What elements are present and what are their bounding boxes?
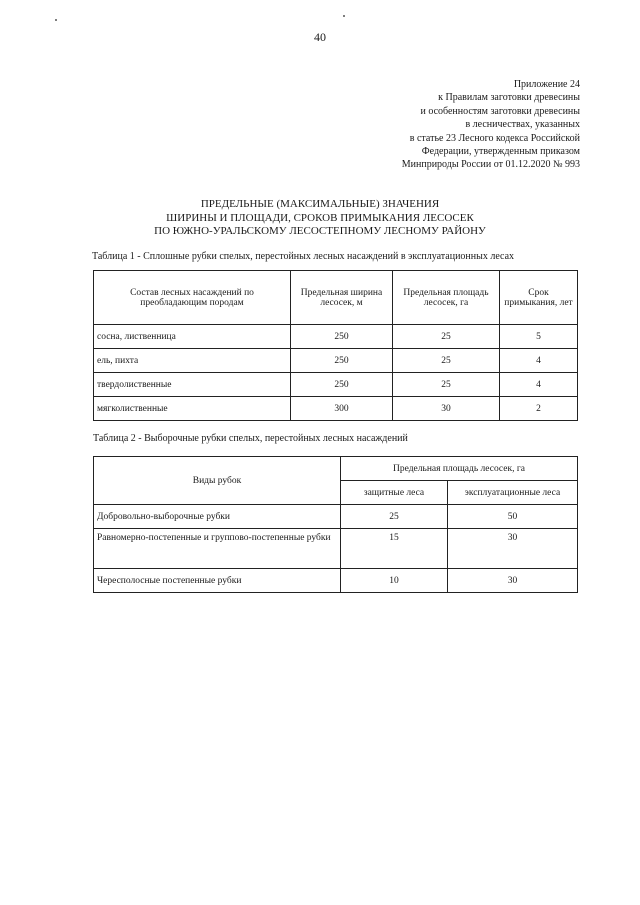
appendix-line: в лесничествах, указанных	[465, 119, 580, 131]
table-row	[94, 505, 578, 529]
table2-cell: 30	[448, 569, 578, 593]
table2-cell: 25	[341, 505, 448, 529]
table1-header-term: Срок примыкания, лет	[500, 271, 578, 325]
scan-speck	[55, 19, 57, 21]
table1-cell: 25	[393, 325, 500, 349]
table1-cell: 25	[393, 349, 500, 373]
table2-cell: Равномерно-постепенные и группово-постепенные рубки	[94, 529, 341, 569]
table1-cell: 25	[393, 373, 500, 397]
table-row	[94, 373, 578, 397]
table2-header-kind: Виды рубок	[94, 457, 341, 505]
table1-cell: 250	[291, 325, 393, 349]
title-line: ШИРИНЫ И ПЛОЩАДИ, СРОКОВ ПРИМЫКАНИЯ ЛЕСОСЕК	[166, 211, 474, 224]
table-row	[94, 349, 578, 373]
table-row	[94, 529, 578, 569]
table-row	[94, 569, 578, 593]
table1-cell: мягколиственные	[94, 397, 291, 421]
table2-caption: Таблица 2 - Выборочные рубки спелых, перестойных лесных насаждений	[93, 433, 408, 444]
scan-speck	[343, 15, 345, 17]
table2-header-exploitation: эксплуатационные леса	[448, 481, 578, 505]
table2-cell: 10	[341, 569, 448, 593]
table-2	[93, 456, 578, 593]
table2-header-protective: защитные леса	[341, 481, 448, 505]
table1-header-composition: Состав лесных насаждений по преобладающим породам	[94, 271, 291, 325]
table-row	[94, 325, 578, 349]
table2-cell: 30	[448, 529, 578, 569]
appendix-line: и особенностям заготовки древесины	[420, 105, 580, 117]
table1-cell: 30	[393, 397, 500, 421]
table1-cell: 300	[291, 397, 393, 421]
table1-cell: сосна, лиственница	[94, 325, 291, 349]
table2-cell: Добровольно-выборочные рубки	[94, 505, 341, 529]
appendix-note	[280, 78, 580, 172]
document-title	[0, 198, 640, 239]
table2-header-area: Предельная площадь лесосек, га	[341, 457, 578, 481]
table1-cell: 5	[500, 325, 578, 349]
table1-header-width: Предельная ширина лесосек, м	[291, 271, 393, 325]
title-line: ПРЕДЕЛЬНЫЕ (МАКСИМАЛЬНЫЕ) ЗНАЧЕНИЯ	[200, 198, 440, 210]
appendix-line: Федерации, утвержденным приказом	[421, 146, 580, 158]
appendix-line: Минприроды России от 01.12.2020 № 993	[401, 159, 580, 171]
table1-caption: Таблица 1 - Сплошные рубки спелых, перестойных лесных насаждений в эксплуатационных лесах	[92, 251, 515, 262]
appendix-line: к Правилам заготовки древесины	[438, 92, 580, 104]
page-number: 40	[314, 30, 326, 44]
table1-cell: 250	[291, 349, 393, 373]
table1-cell: ель, пихта	[94, 349, 291, 373]
table1-cell: 2	[500, 397, 578, 421]
table1-cell: 250	[291, 373, 393, 397]
table1-cell: 4	[500, 349, 578, 373]
title-line: ПО ЮЖНО-УРАЛЬСКОМУ ЛЕСОСТЕПНОМУ ЛЕСНОМУ РАЙОНУ	[154, 225, 486, 237]
table2-cell: 50	[448, 505, 578, 529]
table1-header-area: Предельная площадь лесосек, га	[393, 271, 500, 325]
appendix-line: Приложение 24	[513, 79, 580, 90]
table1-cell: твердолиственные	[94, 373, 291, 397]
table-1	[93, 270, 578, 421]
table-row	[94, 397, 578, 421]
table2-cell: 15	[341, 529, 448, 569]
table1-cell: 4	[500, 373, 578, 397]
table2-cell: Чересполосные постепенные рубки	[94, 569, 341, 593]
appendix-line: в статье 23 Лесного кодекса Российской	[409, 132, 580, 144]
